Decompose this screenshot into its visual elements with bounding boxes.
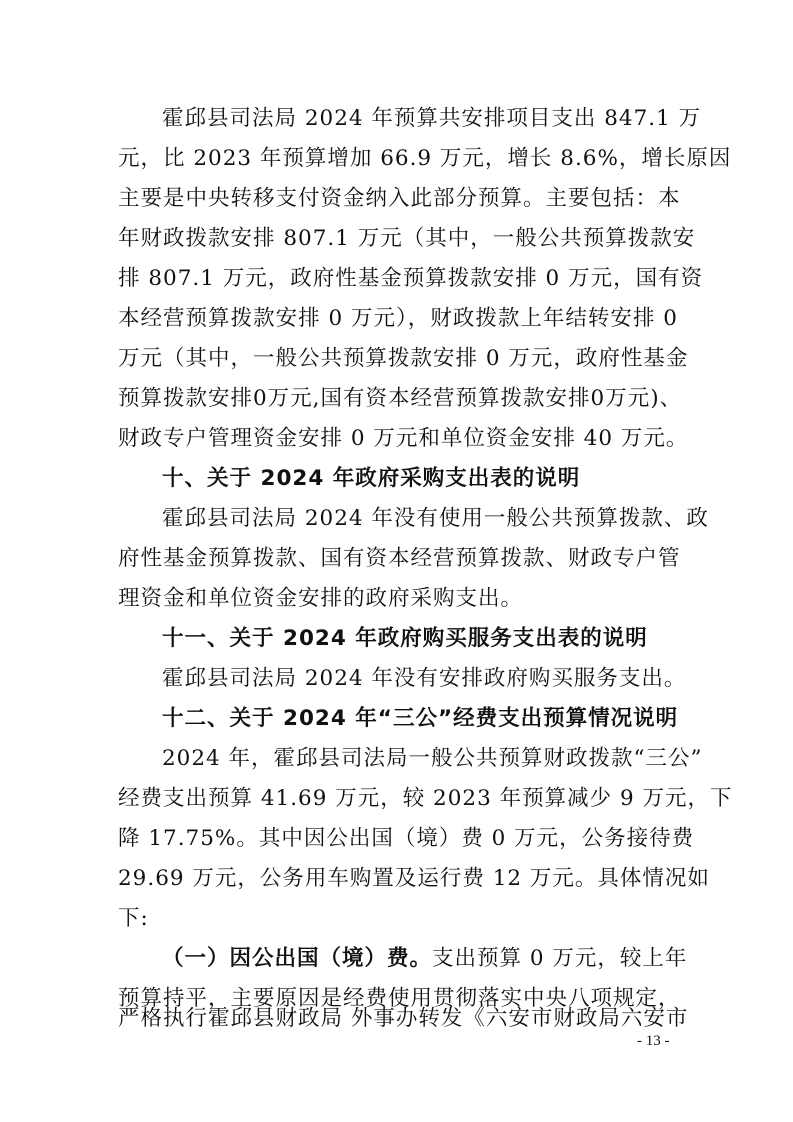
paragraph-2-line-2: 府性基金预算拨款、国有资本经营预算拨款、财政专户管	[118, 546, 681, 571]
paragraph-3: 霍邱县司法局 2024 年没有安排政府购买服务支出。	[162, 666, 687, 691]
paragraph-1-line-4: 年财政拨款安排 807.1 万元（其中，一般公共预算拨款安	[118, 226, 696, 251]
paragraph-4-line-5: 下:	[118, 906, 149, 931]
section-heading-10: 十、关于 2024 年政府采购支出表的说明	[162, 466, 581, 491]
paragraph-5-line-2: 预算持平，主要原因是经费使用贯彻落实中央八项规定，	[118, 986, 681, 1011]
paragraph-5-line-1-text: 支出预算 0 万元，较上年	[432, 946, 688, 971]
paragraph-1-line-7: 万元（其中，一般公共预算拨款安排 0 万元，政府性基金	[118, 346, 689, 371]
paragraph-1-line-1: 霍邱县司法局 2024 年预算共安排项目支出 847.1 万	[162, 106, 702, 131]
paragraph-1-line-2: 元，比 2023 年预算增加 66.9 万元，增长 8.6%，增长原因	[118, 146, 732, 171]
paragraph-4-line-2: 经费支出预算 41.69 万元，较 2023 年预算减少 9 万元，下	[118, 786, 733, 811]
paragraph-5-line-1	[162, 939, 688, 979]
paragraph-2-line-3: 理资金和单位资金安排的政府采购支出。	[118, 586, 524, 611]
subsection-heading-1: （一）因公出国（境）费。	[162, 946, 433, 971]
paragraph-2-line-1: 霍邱县司法局 2024 年没有使用一般公共预算拨款、政	[162, 506, 709, 531]
paragraph-1-line-3: 主要是中央转移支付资金纳入此部分预算。主要包括：本	[118, 186, 681, 211]
paragraph-1-line-9: 财政专户管理资金安排 0 万元和单位资金安排 40 万元。	[118, 426, 689, 451]
paragraph-1-line-8: 预算拨款安排0万元,国有资本经营预算拨款安排0万元)、	[118, 386, 683, 411]
paragraph-4-line-3: 降 17.75%。其中因公出国（境）费 0 万元，公务接待费	[118, 826, 695, 851]
paragraph-4-line-4: 29.69 万元，公务用车购置及运行费 12 万元。具体情况如	[118, 866, 710, 891]
paragraph-5-line-3-text: 严格执行霍邱县财政局 外事办转发《六安市财政局六安市	[118, 1006, 689, 1031]
section-heading-12: 十二、关于 2024 年“三公”经费支出预算情况说明	[162, 706, 679, 731]
paragraph-1-line-6: 本经营预算拨款安排 0 万元），财政拨款上年结转安排 0	[118, 306, 678, 331]
paragraph-1-line-5: 排 807.1 万元，政府性基金预算拨款安排 0 万元，国有资	[118, 266, 704, 291]
section-heading-11: 十一、关于 2024 年政府购买服务支出表的说明	[162, 626, 648, 651]
page-number: - 13 -	[637, 1033, 670, 1049]
paragraph-4-line-1: 2024 年，霍邱县司法局一般公共预算财政拨款“三公”	[162, 746, 703, 771]
